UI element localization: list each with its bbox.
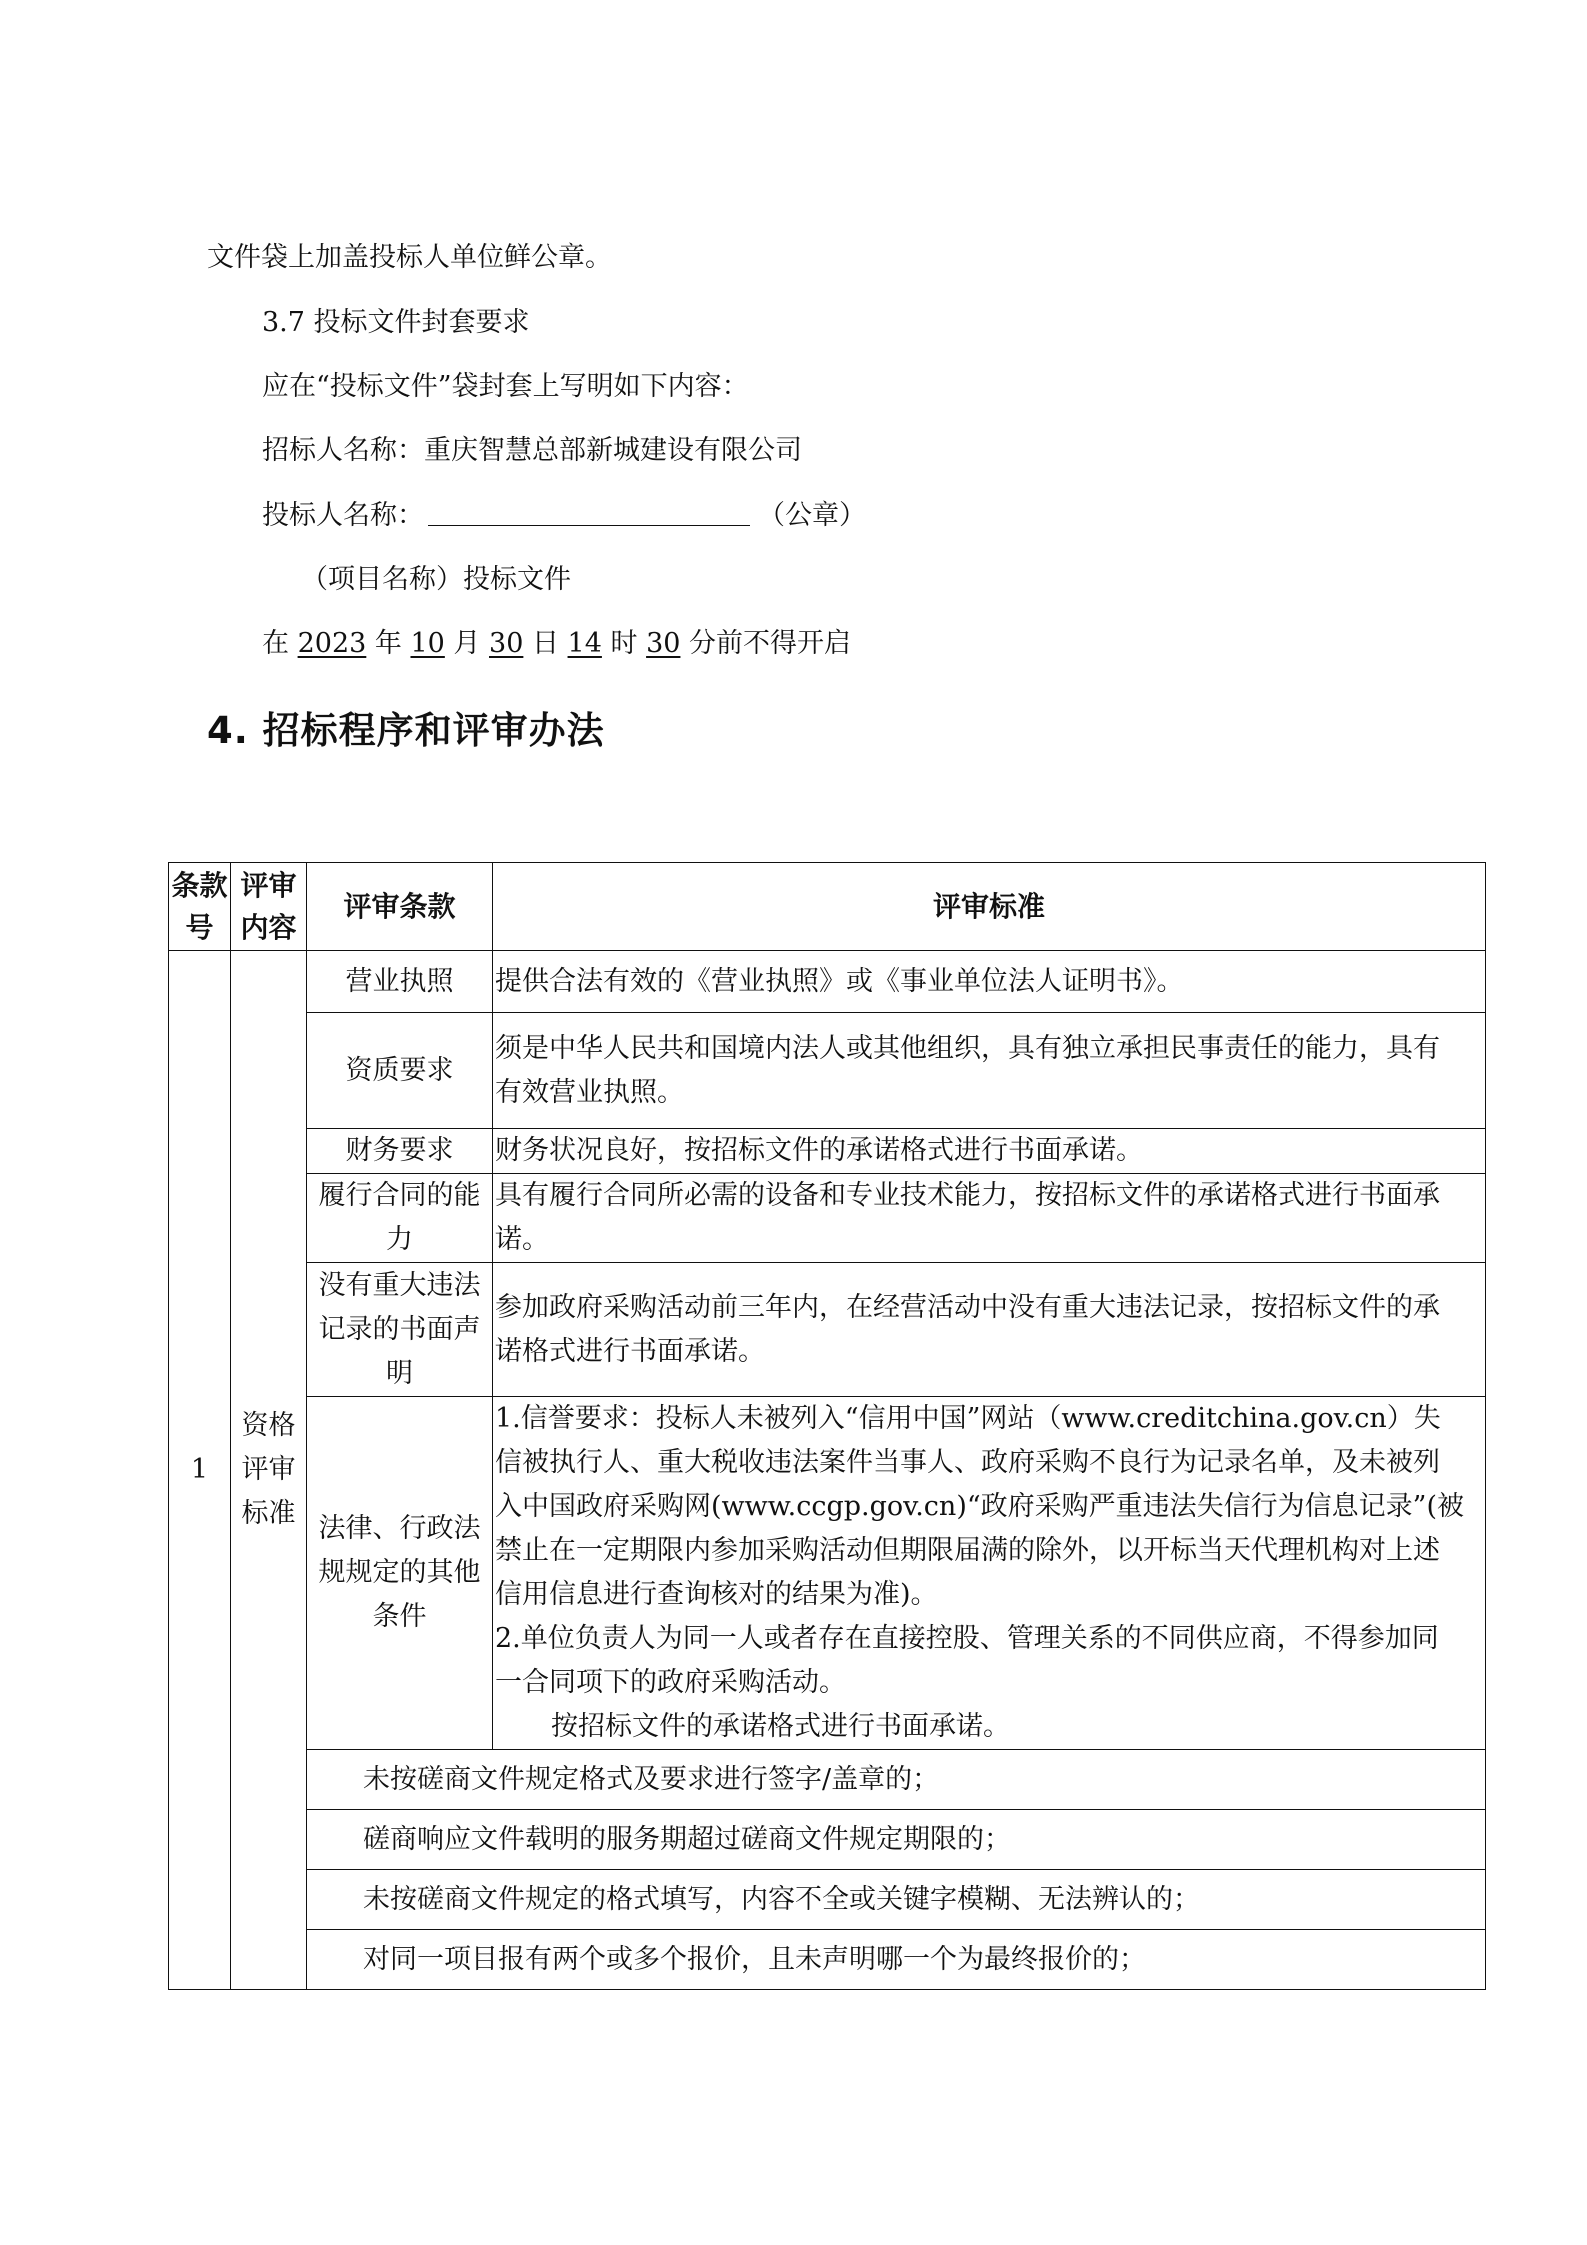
full-row-cell: 对同一项目报有两个或多个报价，且未声明哪一个为最终报价的；: [307, 1930, 1486, 1990]
project-name-line: （项目名称）投标文件: [301, 564, 571, 595]
section-3-7-title: 3.7 投标文件封套要求: [262, 307, 530, 338]
table-row: [169, 1129, 1486, 1174]
standard-line: 有效营业执照。: [495, 1076, 684, 1108]
table-row: [169, 1263, 1486, 1397]
standard-line: 财务状况良好，按招标文件的承诺格式进行书面承诺。: [495, 1135, 1143, 1166]
review-table: [168, 862, 1486, 1990]
opening-time-line: [262, 626, 851, 662]
standard-cell: [493, 1174, 1486, 1263]
standard-line: 一合同项下的政府采购活动。: [495, 1667, 846, 1698]
standard-cell: [493, 951, 1486, 1013]
intro-line-1: 文件袋上加盖投标人单位鲜公章。: [207, 242, 612, 273]
item-cell: 营业执照: [307, 951, 493, 1013]
standard-line: 1.信誉要求：投标人未被列入“信用中国”网站（www.creditchina.gov.cn）失: [495, 1403, 1441, 1434]
open-month-unit: 月: [444, 628, 490, 659]
table-row: [169, 1930, 1486, 1990]
tenderer-label: 招标人名称：: [262, 435, 424, 466]
open-suffix: 分前不得开启: [680, 628, 852, 659]
full-row-cell: 磋商响应文件载明的服务期超过磋商文件规定期限的；: [307, 1810, 1486, 1870]
open-minute: 30: [646, 628, 681, 659]
item-cell: 没有重大违法记录的书面声明: [307, 1263, 493, 1397]
open-day-unit: 日: [523, 628, 568, 659]
open-year-unit: 年: [366, 628, 411, 659]
tenderer-name-line: [262, 433, 802, 469]
table-row: [169, 1810, 1486, 1870]
open-month: 10: [410, 628, 445, 659]
table-row: [169, 1397, 1486, 1750]
standard-line: 提供合法有效的《营业执照》或《事业单位法人证明书》。: [495, 965, 1184, 997]
standard-line: 参加政府采购活动前三年内，在经营活动中没有重大违法记录，按招标文件的承: [495, 1291, 1440, 1323]
bidder-seal: （公章）: [758, 500, 866, 531]
envelope-instruction: 应在“投标文件”袋封套上写明如下内容：: [262, 371, 749, 402]
full-row-cell: 未按磋商文件规定的格式填写，内容不全或关键字模糊、无法辨认的；: [307, 1870, 1486, 1930]
category-cell: 资格评审标准: [231, 951, 307, 1990]
table-row: [169, 1750, 1486, 1810]
open-prefix: 在: [262, 628, 298, 659]
table-row: [169, 1013, 1486, 1129]
table-header-row: [169, 863, 1486, 951]
bidder-name-blank: [428, 497, 750, 526]
standard-line: 诺格式进行书面承诺。: [495, 1335, 765, 1367]
open-day: 30: [489, 628, 524, 659]
standard-cell: [493, 1397, 1486, 1750]
standard-line: 须是中华人民共和国境内法人或其他组织，具有独立承担民事责任的能力，具有: [495, 1032, 1440, 1064]
header-item: 评审条款: [307, 863, 493, 951]
item-cell: 财务要求: [307, 1129, 493, 1174]
standard-line: 2.单位负责人为同一人或者存在直接控股、管理关系的不同供应商，不得参加同: [495, 1623, 1439, 1654]
bidder-label: 投标人名称：: [262, 500, 424, 531]
item-cell: 资质要求: [307, 1013, 493, 1129]
header-category: 评审内容: [231, 863, 307, 951]
standard-line: 具有履行合同所必需的设备和专业技术能力，按招标文件的承诺格式进行书面承: [495, 1180, 1440, 1211]
table-row: [169, 1174, 1486, 1263]
tenderer-value: 重庆智慧总部新城建设有限公司: [424, 435, 802, 466]
header-standard: 评审标准: [493, 863, 1486, 951]
table-row: [169, 951, 1486, 1013]
standard-cell: [493, 1013, 1486, 1129]
header-num: 条款号: [169, 863, 231, 951]
item-cell: 法律、行政法规规定的其他条件: [307, 1397, 493, 1750]
standard-line: 禁止在一定期限内参加采购活动但期限届满的除外，以开标当天代理机构对上述: [495, 1535, 1440, 1566]
open-hour: 14: [567, 628, 602, 659]
section-4-heading: 4. 招标程序和评审办法: [207, 709, 605, 752]
item-cell: 履行合同的能力: [307, 1174, 493, 1263]
standard-line: 信被执行人、重大税收违法案件当事人、政府采购不良行为记录名单，及未被列: [495, 1447, 1440, 1478]
row-num: 1: [169, 951, 231, 1990]
standard-cell: [493, 1129, 1486, 1174]
standard-line: 信用信息进行查询核对的结果为准)。: [495, 1579, 938, 1610]
table-row: [169, 1870, 1486, 1930]
full-row-cell: 未按磋商文件规定格式及要求进行签字/盖章的；: [307, 1750, 1486, 1810]
open-year: 2023: [297, 628, 367, 659]
standard-cell: [493, 1263, 1486, 1397]
standard-line: 诺。: [495, 1224, 549, 1255]
open-hour-unit: 时: [601, 628, 647, 659]
standard-line: 按招标文件的承诺格式进行书面承诺。: [551, 1711, 1010, 1742]
bidder-name-line: [262, 497, 866, 534]
standard-line: 入中国政府采购网(www.ccgp.gov.cn)“政府采购严重违法失信行为信息记录”(被: [495, 1491, 1464, 1522]
